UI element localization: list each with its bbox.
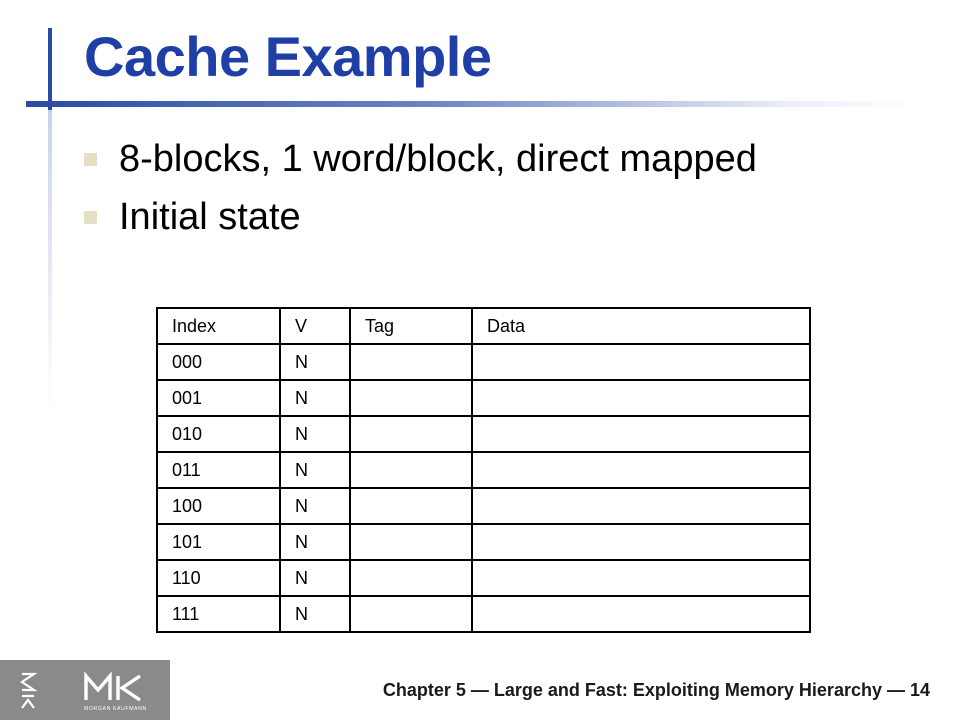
- table-row: [157, 344, 810, 380]
- table-row: [157, 488, 810, 524]
- cell-data: [472, 416, 810, 452]
- table-row: [157, 524, 810, 560]
- table-row: [157, 380, 810, 416]
- table-header-row: [157, 308, 810, 344]
- cell-data: [472, 488, 810, 524]
- cell-tag: [350, 344, 472, 380]
- cell-tag: [350, 452, 472, 488]
- cell-data: [472, 524, 810, 560]
- bullet-item: [84, 188, 757, 246]
- bullet-item: [84, 130, 757, 188]
- cell-data: [472, 344, 810, 380]
- bullet-text: 8-blocks, 1 word/block, direct mapped: [119, 137, 757, 180]
- header-valid: V: [280, 308, 350, 344]
- cell-tag: [350, 524, 472, 560]
- cell-tag: [350, 596, 472, 632]
- cell-index: 011: [157, 452, 280, 488]
- header-data: Data: [472, 308, 810, 344]
- bullet-square-icon: [84, 211, 97, 224]
- cache-table: [156, 307, 811, 633]
- publisher-logo: [0, 660, 170, 720]
- slide-footer: Chapter 5 — Large and Fast: Exploiting Memory Hierarchy — 14: [382, 680, 930, 700]
- bullet-text: Initial state: [119, 195, 301, 238]
- cell-valid: N: [280, 452, 350, 488]
- header-tag: Tag: [350, 308, 472, 344]
- cell-valid: N: [280, 416, 350, 452]
- accent-horizontal-bar: [26, 101, 916, 107]
- cell-index: 101: [157, 524, 280, 560]
- morgan-kaufmann-logo-icon: [0, 660, 170, 720]
- accent-vertical-bar: [48, 28, 52, 110]
- cell-tag: [350, 488, 472, 524]
- table-row: [157, 560, 810, 596]
- cell-index: 000: [157, 344, 280, 380]
- cell-index: 100: [157, 488, 280, 524]
- cell-tag: [350, 416, 472, 452]
- cell-index: 010: [157, 416, 280, 452]
- cell-data: [472, 380, 810, 416]
- table-row: [157, 452, 810, 488]
- accent-vertical-fade: [48, 110, 52, 410]
- cell-data: [472, 452, 810, 488]
- cell-tag: [350, 380, 472, 416]
- table-row: [157, 416, 810, 452]
- bullet-list: [84, 130, 757, 246]
- cell-tag: [350, 560, 472, 596]
- cell-valid: N: [280, 560, 350, 596]
- cell-index: 110: [157, 560, 280, 596]
- cell-valid: N: [280, 524, 350, 560]
- slide-title: Cache Example: [84, 25, 492, 88]
- cell-index: 111: [157, 596, 280, 632]
- cell-valid: N: [280, 344, 350, 380]
- cell-data: [472, 596, 810, 632]
- cell-valid: N: [280, 488, 350, 524]
- table-row: [157, 596, 810, 632]
- cell-data: [472, 560, 810, 596]
- bullet-square-icon: [84, 153, 97, 166]
- header-index: Index: [157, 308, 280, 344]
- cell-valid: N: [280, 380, 350, 416]
- logo-subtext: MORGAN KAUFMANN: [84, 706, 147, 712]
- cell-index: 001: [157, 380, 280, 416]
- cell-valid: N: [280, 596, 350, 632]
